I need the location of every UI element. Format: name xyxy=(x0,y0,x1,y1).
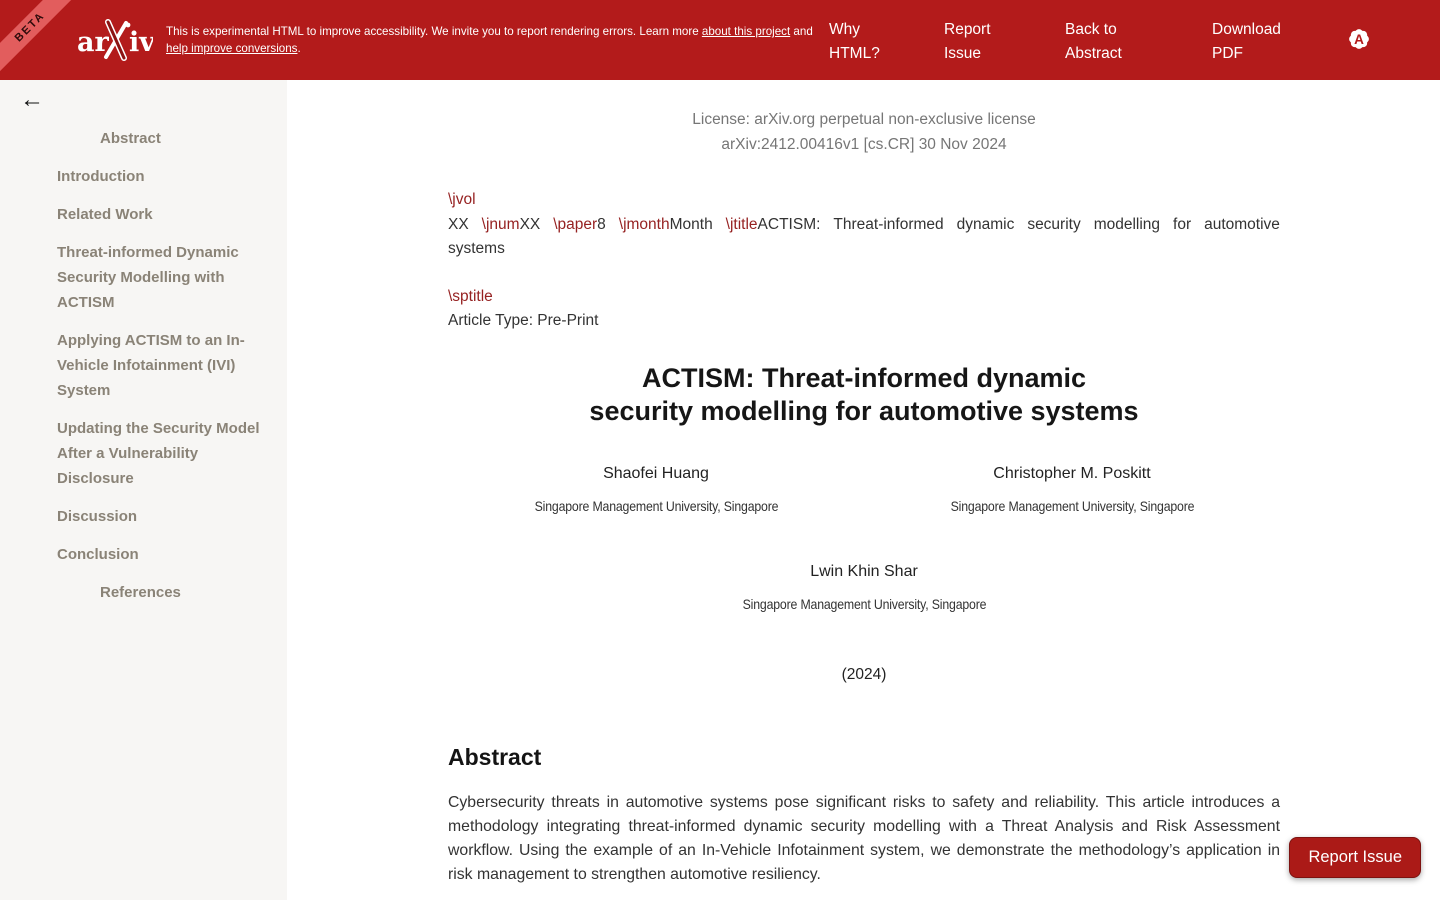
author-name: Christopher M. Poskitt xyxy=(993,464,1151,482)
journal-macro-line: XX \jnumXX \paper8 \jmonthMonth \jtitleACTISM: Threat-informed dynamic security modelling for automotive xyxy=(448,215,1280,233)
toc-item-related-work[interactable]: Related Work xyxy=(57,206,153,223)
arxiv-chi-logo-icon xyxy=(77,19,153,61)
nav-report-issue[interactable]: Report Issue xyxy=(944,21,991,62)
license-block xyxy=(448,108,1280,157)
accessibility-settings-gear-icon[interactable] xyxy=(1346,26,1372,52)
abstract-paragraph: Cybersecurity threats in automotive systems pose significant risks to safety and reliability. This article introduces a methodology integrating threat-informed dynamic security modelling with a Threat Analysis and Risk Assessment workflow. Using the example of an In-Vehicle Infotainment system, we demonstrate the methodology’s application in risk management to strengthen automotive resiliency. xyxy=(448,793,1280,884)
gear-letter: A xyxy=(1354,31,1364,47)
latex-preamble-block xyxy=(448,188,1280,334)
toc-sidebar xyxy=(0,80,287,900)
collapse-sidebar-arrow-icon[interactable]: ← xyxy=(20,86,44,113)
nav-download-pdf[interactable]: Download PDF xyxy=(1212,21,1281,62)
arxiv-id-line: arXiv:2412.00416v1 [cs.CR] 30 Nov 2024 xyxy=(721,135,1007,153)
author-1 xyxy=(448,465,864,514)
report-issue-button[interactable]: Report Issue xyxy=(1289,837,1421,878)
sptitle-block xyxy=(448,285,1280,334)
top-header-bar xyxy=(0,0,1440,80)
page-title xyxy=(448,362,1280,428)
disclaimer-period: . xyxy=(297,42,301,55)
toc-item-references[interactable]: References xyxy=(100,584,181,601)
toc-item-updating-security-model[interactable]: Updating the Security Model After a Vulnerability Disclosure xyxy=(57,420,260,487)
jvol-macro-line: \jvol xyxy=(448,191,476,208)
toc-item-discussion[interactable]: Discussion xyxy=(57,508,138,525)
sptitle-macro-line: \sptitle xyxy=(448,287,493,305)
disclaimer-text: This is experimental HTML to improve accessibility. We invite you to report rendering errors. Learn more xyxy=(166,25,699,38)
journal-macro-overflow: systems xyxy=(448,240,505,257)
logo-text-ar: ar xyxy=(77,27,109,58)
beta-ribbon: BETA xyxy=(0,0,84,81)
author-3 xyxy=(448,563,1280,612)
license-line: License: arXiv.org perpetual non-exclusive license xyxy=(692,111,1036,128)
abstract-heading: Abstract xyxy=(448,743,542,770)
title-line-2: security modelling for automotive systems xyxy=(589,395,1139,426)
title-line-1: ACTISM: Threat-informed dynamic xyxy=(641,362,1087,393)
table-of-contents xyxy=(0,80,287,605)
arxiv-logo[interactable] xyxy=(77,19,153,66)
author-affiliation: Singapore Management University, Singapore xyxy=(742,595,986,612)
nav-back-to-abstract[interactable]: Back to Abstract xyxy=(1065,21,1122,62)
toc-item-abstract[interactable]: Abstract xyxy=(100,130,161,147)
toc-item-conclusion[interactable]: Conclusion xyxy=(57,546,139,563)
nav-why-html[interactable]: Why HTML? xyxy=(829,21,880,62)
author-name: Lwin Khin Shar xyxy=(810,562,918,580)
author-affiliation: Singapore Management University, Singapore xyxy=(950,497,1194,514)
authors-row xyxy=(448,465,1280,514)
toc-item-threat-informed-modelling[interactable]: Threat-informed Dynamic Security Modelling with ACTISM xyxy=(57,244,239,311)
toc-item-applying-actism-ivi[interactable]: Applying ACTISM to an In-Vehicle Infotainment (IVI) System xyxy=(57,332,245,399)
article-content xyxy=(287,0,1440,888)
author-name: Shaofei Huang xyxy=(603,464,709,482)
disclaimer-joiner: and xyxy=(793,25,813,38)
author-2 xyxy=(864,465,1280,514)
experimental-html-disclaimer xyxy=(166,23,826,57)
publication-date: (2024) xyxy=(841,665,887,683)
article-type-line: Article Type: Pre-Print xyxy=(448,312,599,329)
author-affiliation: Singapore Management University, Singapore xyxy=(534,497,778,514)
toc-item-introduction[interactable]: Introduction xyxy=(57,168,145,185)
about-this-project-link[interactable]: about this project xyxy=(701,25,791,38)
logo-text-iv: iv xyxy=(129,27,153,58)
help-improve-conversions-link[interactable]: help improve conversions xyxy=(166,42,298,55)
